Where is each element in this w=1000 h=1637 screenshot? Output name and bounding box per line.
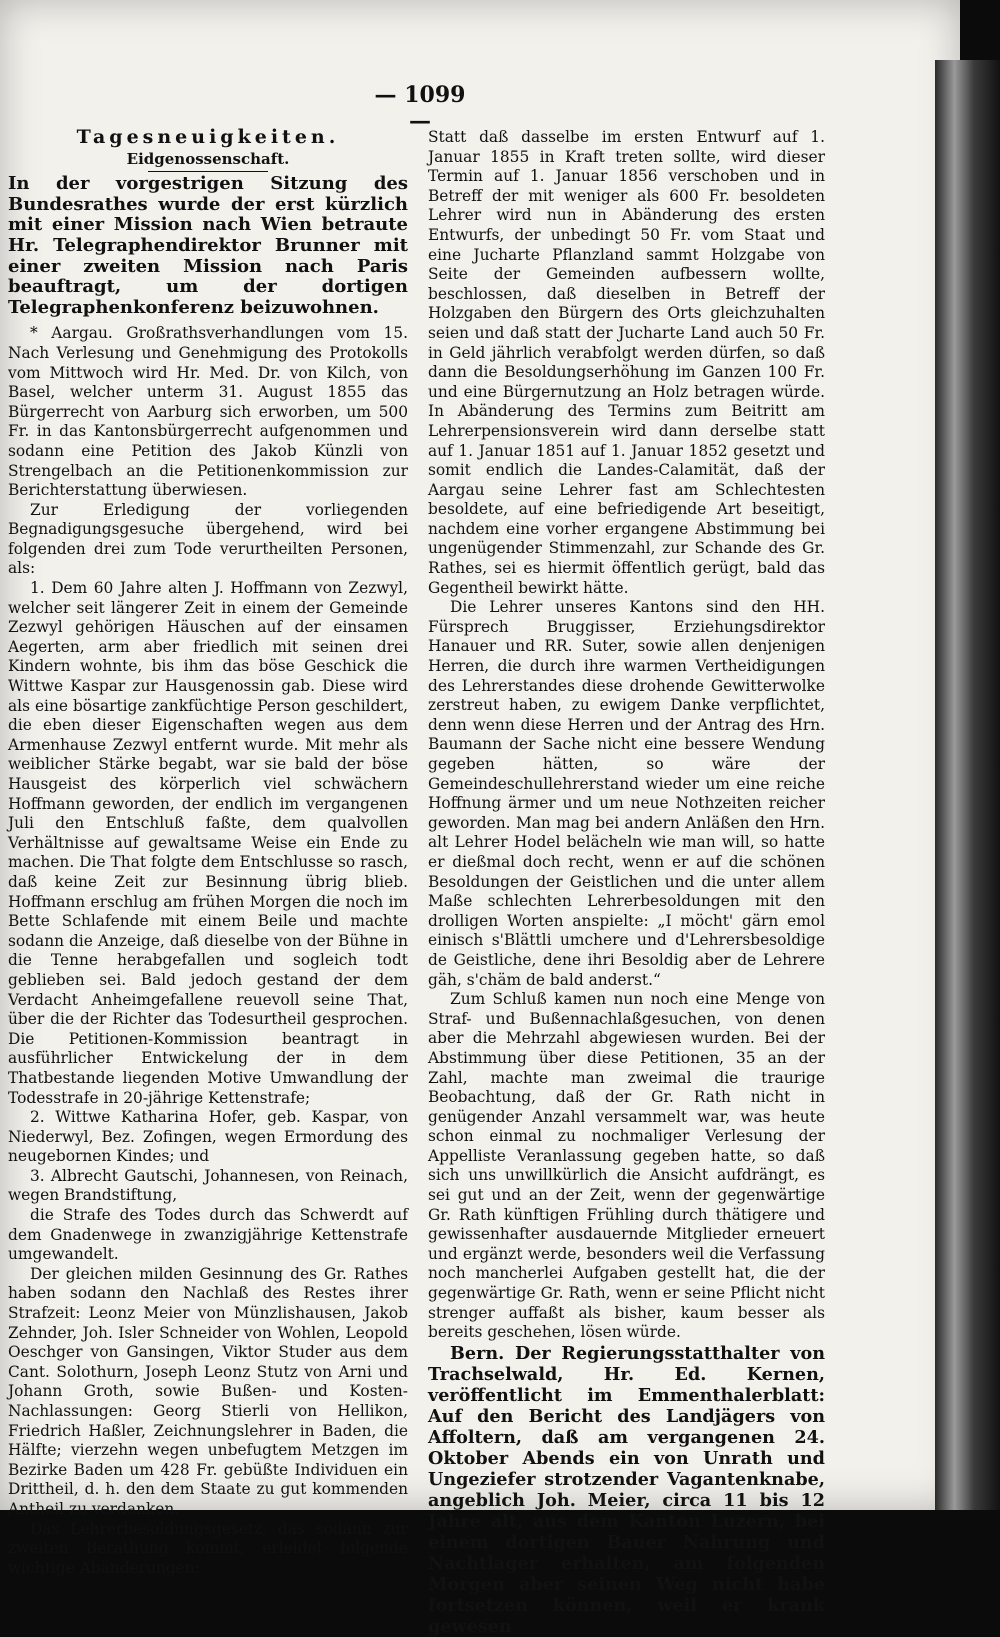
section-title: Tagesneuigkeiten. (76, 126, 340, 148)
paragraph-salary-law: Das Lehrerbesoldungsgesetz, das sodann zur zweiten Berathung kommt, erleidet folgende wichtige Abänderungen: (8, 1519, 408, 1577)
paragraph-remissions: Der gleichen milden Gesinnung des Gr. Rathes haben sodann den Nachlaß des Restes ihrer Strafzeit: Leonz Meier von Münzlishausen, Jakob Zehnder, Joh. Isler Schneider von Wohlen, Leopold Oeschger von Gansingen, Viktor Studer aus dem Cant. Solothurn, Joseph Leonz Stutz von Arni und Johann Groth, sowie Bußen- und Kosten-Nachlassungen: Georg Stierli von Hellikon, Friedrich Haßler, Zeichnungslehrer in Baden, die Hälfte; vierzehn wegen unbefugtem Metzgen im Bezirke Baden um 428 Fr. gebüßte Individuen ein Drittheil, d. h. den dem Staate zu gut kommenden Antheil zu verdanken. (8, 1264, 408, 1518)
right-column (428, 128, 825, 1637)
paragraph-sentence: die Strafe des Todes durch das Schwerdt auf dem Gnadenwege in zwanzigjährige Kettenstrafe umgewandelt. (8, 1206, 408, 1264)
paragraph-teachers-thanks: Die Lehrer unseres Kantons sind den HH. Fürsprech Bruggisser, Erziehungsdirektor Hanauer und RR. Suter, sowie allen denjenigen Herren, die durch ihre warmen Vertheidigungen des Lehrerstandes diese drohende Gewitterwolke zerstreut haben, zu ewigem Danke verpflichtet, denn wenn diese Herren und der Antrag des Hrn. Baumann der Sache nicht eine bessere Wendung gegeben hätten, so wäre der Gemeindeschullehrerstand wieder um eine reiche Hoffnung ärmer und um neue Nothzeiten reicher geworden. Man mag bei andern Anläßen den Hrn. alt Lehrer Hodel belächeln wie man will, so hatte er dießmal doch recht, wenn er auf die schönen Besoldungen der Geistlichen und die unter allem Maße schlechten Lehrerbesoldungen mit den drolligen Worten anspielte: „I möcht' gärn emol einisch s'Blättli umchere und d'Lehrersbesoldige de Geistliche, dene ihri Besoldig aber de Lehrere gäh, s'chäm de bald anderst.“ (428, 598, 825, 989)
subheading-rule (148, 171, 268, 172)
paragraph-hoffmann: 1. Dem 60 Jahre alten J. Hoffmann von Zezwyl, welcher seit längerer Zeit in einem der Gemeinde Zezwyl gehörigen Häuschen auf der einsamen Aegerten, arm aber friedlich mit seinen drei Kindern wohnte, bis ihm das böse Geschick die Wittwe Kaspar zur Hausgenossin gab. Diese wird als eine bösartige zankfüchtige Person geschildert, die eben dieser Eigenschaften wegen aus dem Armenhause Zezwyl entfernt wurde. Mit mehr als weiblicher Stärke begabt, war sie bald der böse Hausgeist des körperlich viel schwächern Hoffmann geworden, der endlich im vergangenen Juli den Entschluß faßte, dem qualvollen Verhältnisse auf gewaltsame Weise ein Ende zu machen. Die That folgte dem Entschlusse so rasch, daß keine Zeit zur Besinnung übrig blieb. Hoffmann erschlug am frühen Morgen die noch im Bette Schlafende mit einem Beile und machte sodann die Anzeige, daß dieselbe von der Bühne in die Tenne herabgefallen und sogleich todt geblieben sei. Bald jedoch gestand der dem Verdacht Anheimgefallene reuevoll seine That, über die der Richter das Todesurtheil gesprochen. Die Petitionen-Kommission beantragt in ausführlicher Entwickelung der in dem Thatbestande liegenden Motive Umwandlung der Todesstrafe in 20-jährige Kettenstrafe; (8, 579, 408, 1107)
paragraph-amendments: Statt daß dasselbe im ersten Entwurf auf 1. Januar 1855 in Kraft treten sollte, wird dieser Termin auf 1. Januar 1856 verschoben und in Betreff der mit weniger als 600 Fr. besoldeten Lehrer wird nun in Abänderung des ersten Entwurfs, der unbedingt 50 Fr. vom Staat und eine Jucharte Pflanzland sammt Holzgabe von Seite der Gemeinden aufbessern wollte, beschlossen, daß dieselben in Betreff der Holzgaben den Bürgern des Orts gleichzuhalten seien und daß statt der Jucharte Land auch 50 Fr. in Geld jährlich verabfolgt werden dürfen, so daß dann die Besoldungserhöhung im Ganzen 100 Fr. und eine Bürgernutzung an Holz betragen würde. In Abänderung des Termins zum Beitritt am Lehrerpensionsverein wird dann derselbe statt auf 1. Januar 1851 auf 1. Januar 1852 gesetzt und somit endlich die Landes-Calamität, daß der Aargau seine Lehrer fast am Schlechtesten besoldete, auf eine befriedigende Art beseitigt, nachdem eine vorher ergangene Abstimmung bei ungenügender Stimmenzahl, zur Schande des Gr. Rathes, sei es hiermit öffentlich gerügt, bald das Gegentheil bewirkt hätte. (428, 128, 825, 597)
paragraph-gautschi: 3. Albrecht Gautschi, Johannesen, von Reinach, wegen Brandstiftung, (8, 1166, 408, 1205)
paragraph-aargau: * Aargau. Großrathsverhandlungen vom 15. Nach Verlesung und Genehmigung des Protokolls vom Mittwoch wird Hr. Med. Dr. von Kilch, von Basel, welcher unterm 31. August 1855 das Bürgerrecht von Aarburg sich erworben, um 500 Fr. in das Kantonsbürgerrecht aufgenommen und sodann eine Petition des Jakob Künzli von Strengelbach an die Petitionenkommission zur Berichterstattung überwiesen. (8, 324, 408, 500)
paragraph-hofer: 2. Wittwe Katharina Hofer, geb. Kaspar, von Niederwyl, Bez. Zofingen, wegen Ermordung des neugebornen Kindes; und (8, 1108, 408, 1166)
subheading: Eidgenossenschaft. (126, 149, 290, 168)
book-spine-edge (935, 60, 1000, 1510)
lead-paragraph: In der vorgestrigen Sitzung des Bundesrathes wurde der erst kürzlich mit einer Mission nach Wien betraute Hr. Telegraphendirektor Brunner mit einer zweiten Mission nach Paris beauftragt, um der dortigen Telegraphenkonferenz beizuwohnen. (8, 173, 408, 318)
paragraph-bern: Bern. Der Regierungsstatthalter von Trachselwald, Hr. Ed. Kernen, veröffentlicht im Emmenthalerblatt: Auf den Bericht des Landjägers von Affoltern, daß am vergangenen 24. Oktober Abends ein von Unrath und Ungeziefer strotzender Vagantenknabe, angeblich Joh. Meier, circa 11 bis 12 Jahre alt, aus dem Kanton Luzern, bei einem dortigen Bauer Nahrung und Nachtlager erhalten, am folgenden Morgen aber seinen Weg nicht habe fortsetzen können, weil er krank gewesen (428, 1342, 825, 1637)
page-number: — 1099 — (374, 82, 466, 134)
paragraph-pardons: Zur Erledigung der vorliegenden Begnadigungsgesuche übergehend, wird bei folgenden drei zum Tode verurtheilten Personen, als: (8, 500, 408, 578)
left-column (8, 128, 408, 1578)
paragraph-petitions: Zum Schluß kamen nun noch eine Menge von Straf- und Bußennachlaßgesuchen, von denen aber die Mehrzahl abgewiesen wurden. Bei der Abstimmung über diese Petitionen, 35 an der Zahl, machte man zweimal die traurige Beobachtung, daß der Gr. Rath nicht in genügender Anzahl versammelt war, was heute schon einmal zu nochmaliger Verlesung der Appelliste Veranlassung gegeben hatte, so daß sich uns unwillkürlich die Ansicht aufdrängt, es sei gut und an der Zeit, wenn der gegenwärtige Gr. Rath künftigen Frühling durch thätigere und gewissenhafter ausdauernde Mitglieder erneuert und ergänzt werde, besonders weil die Verfassung noch mancherlei Aufgaben gestellt hat, die der gegenwärtige Gr. Rath, wenn er seine Pflicht nicht strenger auffaßt als bisher, kaum besser als bereits geschehen, lösen würde. (428, 990, 825, 1342)
